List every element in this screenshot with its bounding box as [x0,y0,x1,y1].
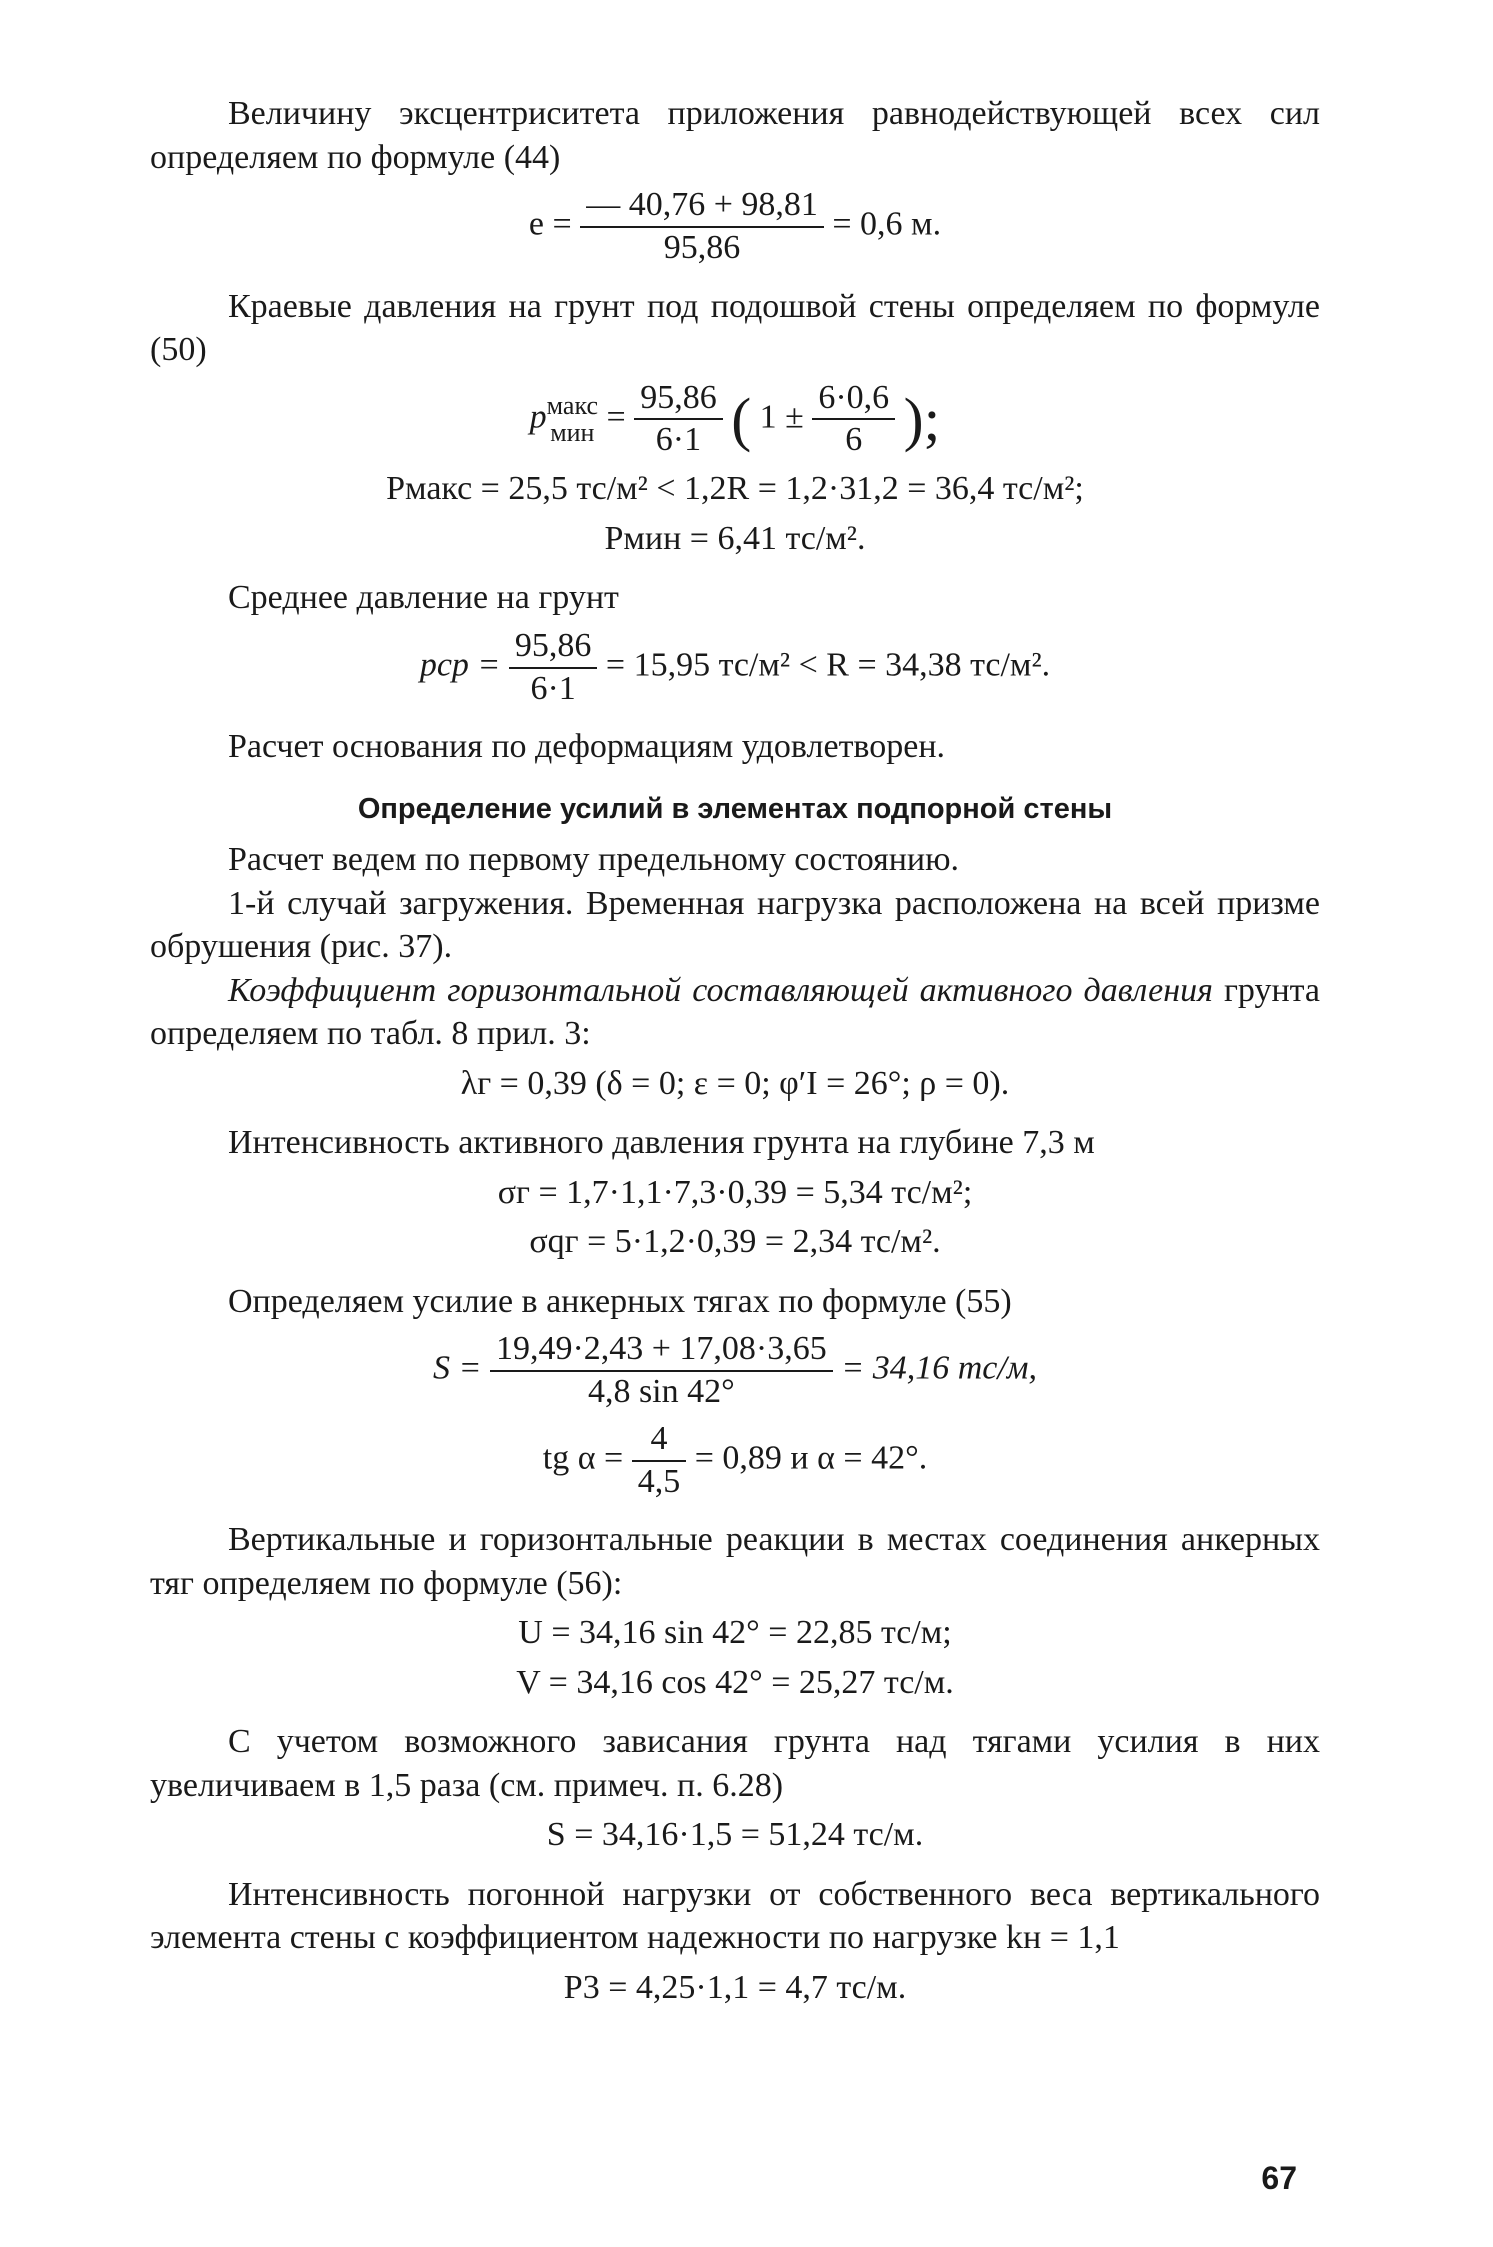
formula-v: V = 34,16 cos 42° = 25,27 тс/м. [516,1663,954,1701]
formula-sigma-g: σг = 1,7·1,1·7,3·0,39 = 5,34 тс/м²; [497,1173,973,1211]
fraction-numerator: 4 [632,1419,687,1462]
fraction [634,378,723,462]
formula-pmax: Pмакс = 25,5 тс/м² < 1,2R = 1,2·31,2 = 36,4 тс/м²; [386,470,1084,508]
formula-s-increased: S = 34,16·1,5 = 51,24 тс/м. [546,1816,924,1854]
subscript-min: мин [550,418,595,448]
page-content [150,92,1320,2016]
paragraph-self-weight: Интенсивность погонной нагрузки от собственного веса вертикального элемента стены с коэффициентом надежности по нагрузке kн = 1,1 [150,1875,1320,1957]
subscript-max: макс [546,391,598,421]
formula-lhs: pср = [419,646,501,684]
paren-open: ( [731,386,752,453]
fraction-numerator: — 40,76 + 98,81 [580,185,824,228]
text: грунта определяем по табл. 8 прил. 3: [150,971,1321,1053]
paragraph-soil-hanging: С учетом возможного зависания грунта над тягами усилия в них увеличиваем в 1,5 раза (см. примеч. п. 6.28) [150,1723,1320,1804]
formula-lhs: tg α = [542,1439,624,1477]
formula-pmin: Pмин = 6,41 тс/м². [604,519,866,557]
fraction-denominator: 6·1 [655,421,702,459]
fraction [490,1329,833,1413]
formula-edge-pressure [150,378,1320,462]
fraction [812,378,895,462]
page-number: 67 [1261,2160,1297,2196]
paragraph-deformation-ok: Расчет основания по деформациям удовлетворен. [228,728,946,766]
section-heading: Определение усилий в элементах подпорной стены [357,792,1113,825]
italic-text: Коэффициент горизонтальной составляющей активного давления [228,971,1213,1009]
paragraph-intensity: Интенсивность активного давления грунта на глубине 7,3 м [228,1124,1095,1162]
formula-rhs: = 34,16 тс/м, [841,1349,1037,1387]
subscript-stack [547,392,598,447]
paragraph-load-case: 1-й случай загружения. Временная нагрузка расположена на всей призме обрушения (рис. 37). [150,884,1320,966]
fraction [509,626,598,710]
paragraph-edge-pressure: Краевые давления на грунт под подошвой стены определяем по формуле (50) [150,287,1320,369]
fraction-denominator: 6 [845,421,863,459]
formula-anchor-force [150,1329,1320,1413]
paragraph-mean-pressure: Среднее давление на грунт [228,579,619,617]
formula-eccentricity [150,185,1320,269]
paragraph-coefficient [150,969,1320,1056]
fraction-denominator: 4,5 [637,1462,681,1500]
formula-eq: = [606,398,626,436]
formula-mean-pressure [150,626,1320,710]
formula-term: 1 ± [759,398,804,436]
paragraph-anchor-force: Определяем усилие в анкерных тягах по формуле (55) [228,1282,1012,1320]
fraction-numerator: 95,86 [634,378,723,421]
fraction [632,1419,687,1503]
paragraph-eccentricity: Величину эксцентриситета приложения равнодействующей всех сил определяем по формуле (44) [150,95,1320,176]
fraction-denominator: 95,86 [663,228,741,266]
formula-rhs: = 0,89 и α = 42°. [694,1439,928,1477]
paragraph-reactions: Вертикальные и горизонтальные реакции в местах соединения анкерных тяг определяем по формуле (56): [150,1521,1320,1602]
formula-symbol: p [529,398,547,436]
fraction-numerator: 95,86 [509,626,598,669]
fraction-denominator: 6·1 [530,669,576,707]
formula-lhs: e = [528,205,572,243]
fraction [580,185,824,269]
formula-lhs: S = [432,1349,482,1387]
formula-rhs: = 0,6 м. [832,205,942,243]
formula-tangent [150,1419,1320,1503]
paren-close: ); [903,386,941,453]
formula-sigma-qg: σqг = 5·1,2·0,39 = 2,34 тс/м². [529,1223,941,1261]
formula-rhs: = 15,95 тс/м² < R = 34,38 тс/м². [605,646,1051,684]
fraction-numerator: 6·0,6 [812,378,895,421]
formula-lambda: λг = 0,39 (δ = 0; ε = 0; φ′I = 26°; ρ = 0). [460,1064,1010,1102]
formula-u: U = 34,16 sin 42° = 22,85 тс/м; [518,1614,952,1652]
formula-p3: P3 = 4,25·1,1 = 4,7 тс/м. [563,1969,907,2006]
fraction-denominator: 4,8 sin 42° [587,1372,735,1410]
fraction-numerator: 19,49·2,43 + 17,08·3,65 [490,1329,833,1372]
paragraph-limit-state: Расчет ведем по первому предельному состоянию. [228,841,960,879]
